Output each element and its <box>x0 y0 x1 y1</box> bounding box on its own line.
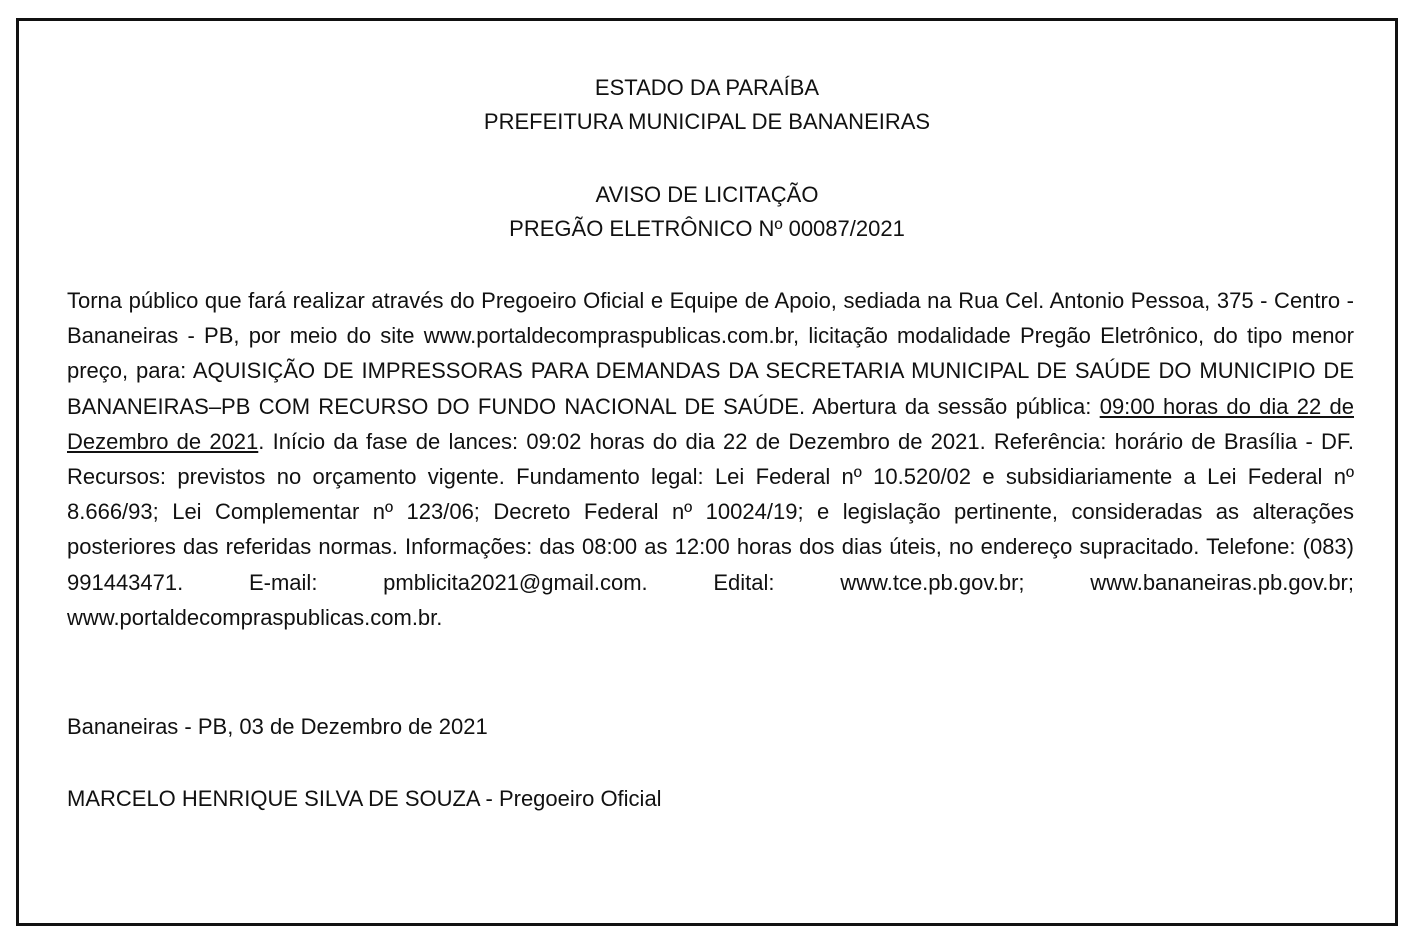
municipality-name: PREFEITURA MUNICIPAL DE BANANEIRAS <box>483 109 931 134</box>
notice-type: AVISO DE LICITAÇÃO <box>595 182 819 207</box>
place-date: Bananeiras - PB, 03 de Dezembro de 2021 <box>67 714 488 739</box>
signatory: MARCELO HENRIQUE SILVA DE SOUZA - Pregoeiro Oficial <box>67 786 662 811</box>
body-rest: . Início da fase de lances: 09:02 horas do dia 22 de Dezembro de 2021. Referência: horário de Brasília - DF. Recursos: previstos no orçamento vigente. Fundamento legal: Lei Federal nº 10.520/02 e subsidiariamente a Lei Federal nº 8.666/93; Lei Complementar nº 123/06; Decreto Federal nº 10024/19; e legislação pertinente, consideradas as alterações posteriores das referidas normas. Informações: das 08:00 as 12:00 horas dos dias úteis, no endereço supracitado. Telefone: (083) 991443471. E-mail: pmblicita2021@gmail.com. Edital: www.tce.pb.gov.br; www.bananeiras.pb.gov.br; www.portaldecompraspublicas.com.br. <box>67 428 1354 630</box>
notice-body <box>67 283 1354 635</box>
body-intro: Torna público que fará realizar através do Pregoeiro Oficial e Equipe de Apoio, sediada na Rua Cel. Antonio Pessoa, 375 - Centro - Bananeiras - PB, por meio do site www.portaldecompraspublicas.com.br, licitação modalidade Pregão Eletrônico, do tipo menor preço, para: AQUISIÇÃO DE IMPRESSORAS PARA DEMANDAS DA SECRETARIA MUNICIPAL DE SAÚDE DO MUNICIPIO DE BANANEIRAS–PB COM RECURSO DO FUNDO NACIONAL DE SAÚDE. Abertura da sessão pública: <box>67 288 1354 419</box>
opening-datetime: 09:00 horas do dia 22 de Dezembro de 2021 <box>67 393 1354 454</box>
header-organization <box>19 71 1395 139</box>
notice-frame <box>16 18 1398 926</box>
process-number: PREGÃO ELETRÔNICO Nº 00087/2021 <box>509 216 905 241</box>
state-name: ESTADO DA PARAÍBA <box>594 75 820 100</box>
header-notice <box>19 178 1395 246</box>
